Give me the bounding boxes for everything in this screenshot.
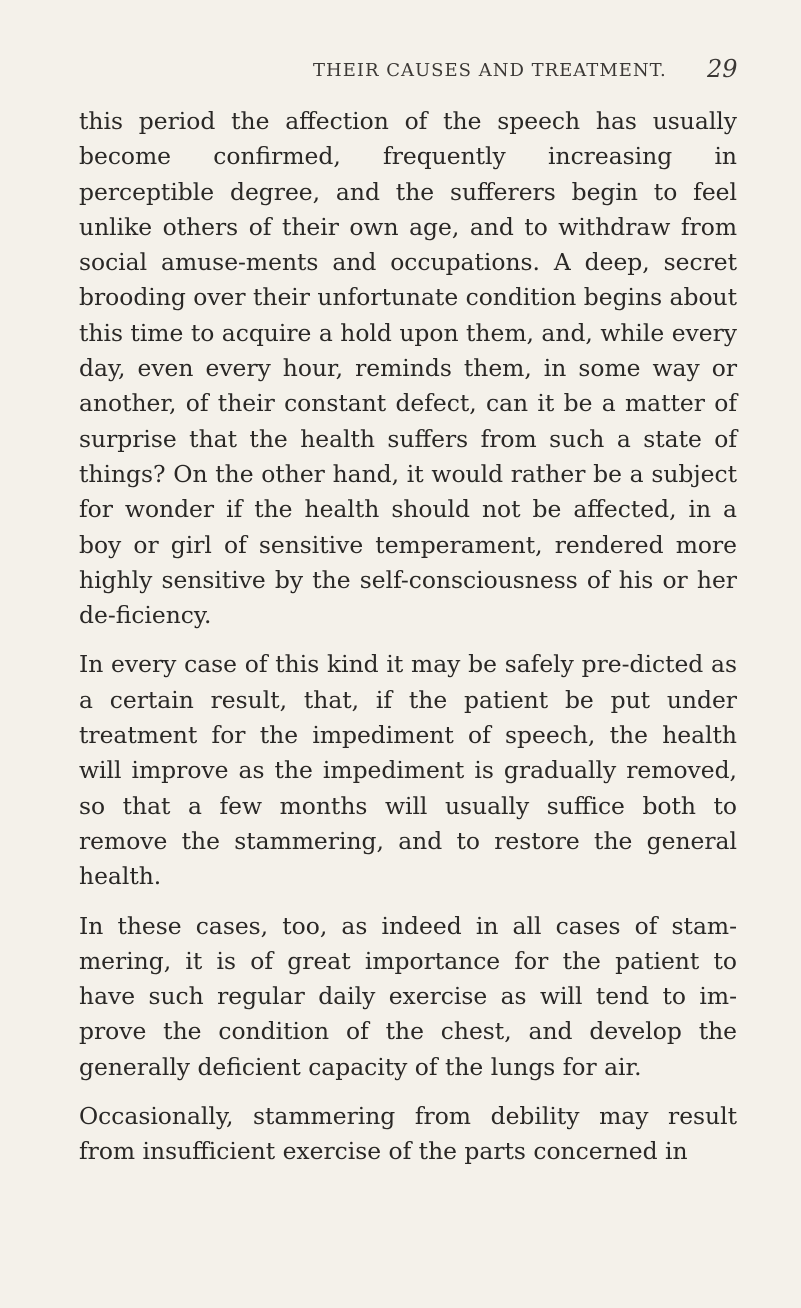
page-number: 29 (707, 55, 738, 83)
body-text (79, 104, 737, 1170)
running-head: THEIR CAUSES AND TREATMENT. (313, 60, 667, 81)
paragraph-4: Occasionally, stammering from debility may result from insufficient exercise of the parts concerned in (79, 1102, 737, 1166)
paragraph-1: this period the affection of the speech has usually become confirmed, frequently increasing in perceptible degree, and the sufferers begin to feel unlike others of their own age, and to withdraw from social amuse-ments and occupations. A deep, secret brooding over their unfortunate condition begins about this time to acquire a hold upon them, and, while every day, even every hour, reminds them, in some way or another, of their constant defect, can it be a matter of surprise that the health suffers from such a state of things? On the other hand, it would rather be a subject for wonder if the health should not be affected, in a boy or girl of sensitive temperament, rendered more highly sensitive by the self-consciousness of his or her de-ficiency. (79, 107, 738, 630)
paragraph-2: In every case of this kind it may be safely pre-dicted as a certain result, that, if the patient be put under treatment for the impediment of speech, the health will improve as the impediment is gradually removed, so that a few months will usually suffice both to remove the stammering, and to restore the general health. (79, 650, 737, 891)
paragraph-3: In these cases, too, as indeed in all cases of stam-mering, it is of great importance for the patient to have such regular daily exercise as will tend to im-prove the condition of the chest, and develop the generally deficient capacity of the lungs for air. (79, 911, 737, 1081)
